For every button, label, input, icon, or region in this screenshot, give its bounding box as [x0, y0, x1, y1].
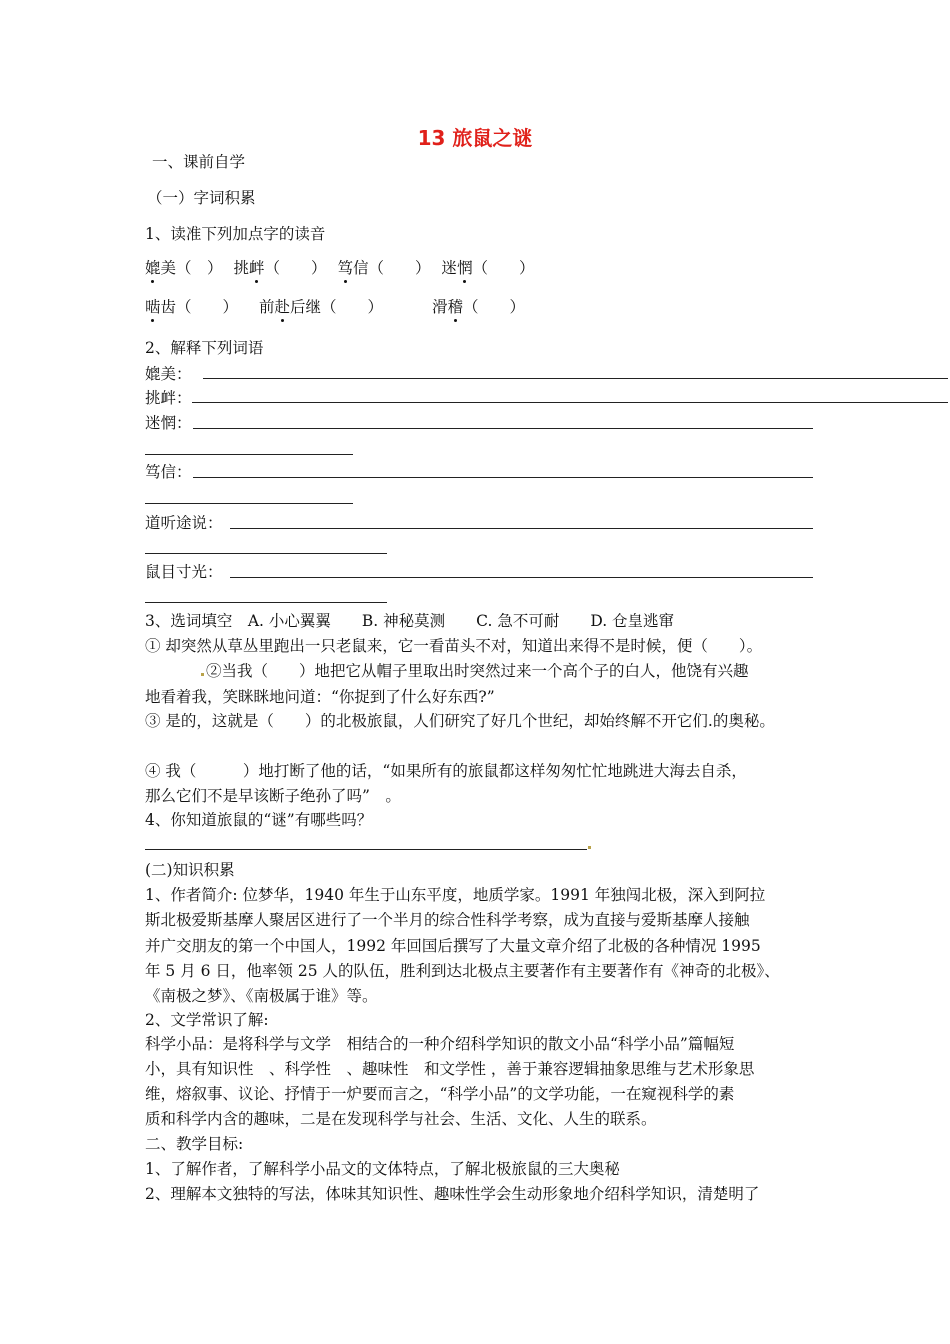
dotted-char: 媲: [145, 259, 161, 277]
answer-line[interactable]: [193, 477, 813, 478]
marker-dot: [588, 846, 591, 849]
answer-line[interactable]: [145, 602, 387, 603]
fill-blank-item: ③ 是的，这就是（ ）的北极旅鼠，人们研究了好几个世纪，却始终解不开它们.的奥秘。: [145, 712, 775, 730]
literary-knowledge-line: 维，熔叙事、议论、抒情于一炉要而言之，“科学小品”的文学功能，一在窥视科学的素: [145, 1085, 735, 1103]
answer-line[interactable]: [230, 577, 813, 578]
q2-heading: 2、解释下列词语: [145, 339, 264, 357]
subsection-heading-knowledge: (二)知识积累: [145, 861, 235, 879]
answer-line[interactable]: [145, 553, 387, 554]
answer-line[interactable]: [230, 528, 813, 529]
marker-dot: [201, 673, 204, 676]
fill-blank-item-cont: 那么它们不是早该断子绝孙了吗” 。: [145, 787, 401, 805]
fill-blank-item: ④ 我（ ）地打断了他的话，“如果所有的旅鼠都这样匆匆忙忙地跳进大海去自杀，: [145, 762, 747, 780]
dotted-char: 惘: [456, 259, 473, 277]
pron-item: 迷惘（ ）: [441, 259, 535, 277]
fill-blank-item: ① 却突然从草丛里跑出一只老鼠来，它一看苗头不对，知道出来得不是时候，便（ ）。: [145, 637, 763, 655]
term-label: 道听途说：: [145, 514, 223, 532]
term-label: 鼠目寸光：: [145, 563, 223, 581]
literary-knowledge-line: 质和科学内含的趣味，二是在发现科学与社会、生活、文化、人生的联系。: [145, 1110, 657, 1128]
literary-knowledge-line: 2、文学常识了解:: [145, 1011, 269, 1029]
term-label: 挑衅：: [145, 389, 192, 407]
answer-line[interactable]: [145, 849, 587, 850]
answer-line[interactable]: [203, 378, 948, 379]
answer-line[interactable]: [192, 402, 948, 403]
pron-item: 前赴后继（ ）: [258, 298, 384, 316]
author-intro-line: 并广交朋友的第一个中国人，1992 年回国后撰写了大量文章介绍了北极的各种情况 1995: [145, 937, 761, 955]
section-heading-goals: 二、教学目标:: [145, 1135, 244, 1153]
pronunciation-row-2: [145, 297, 525, 317]
dotted-char: 赴: [274, 298, 290, 316]
dotted-char: 稽: [447, 298, 463, 316]
subsection-heading-vocabulary: （一）字词积累: [147, 189, 256, 207]
q3-heading: 3、选词填空 A. 小心翼翼 B. 神秘莫测 C. 急不可耐 D. 仓皇逃窜: [145, 612, 675, 630]
answer-line[interactable]: [193, 428, 813, 429]
pron-item: 挑衅（ ）: [233, 259, 327, 277]
literary-knowledge-line: 小，具有知识性 、科学性 、趣味性 和文学性 ，善于兼容逻辑抽象思维与艺术形象思: [145, 1060, 755, 1078]
answer-line[interactable]: [145, 454, 353, 455]
literary-knowledge-line: 科学小品：是将科学与文学 相结合的一种介绍科学知识的散文小品“科学小品”篇幅短: [145, 1035, 735, 1053]
author-intro-line: 1、作者简介: 位梦华，1940 年生于山东平度，地质学家。1991 年独闯北极，深入到阿拉: [145, 886, 766, 904]
q1-heading: 1、读准下列加点字的读音: [145, 225, 326, 243]
section-heading-pre-study: 一、课前自学: [152, 153, 246, 171]
dotted-char: 啮: [145, 298, 161, 316]
answer-line[interactable]: [145, 503, 353, 504]
fill-blank-item: ②当我（ ）地把它从帽子里取出时突然过来一个高个子的白人，他饶有兴趣: [199, 661, 749, 681]
term-label: 媲美：: [145, 365, 192, 383]
page-title: 13 旅鼠之谜: [417, 126, 533, 150]
pron-item: 媲美（ ）: [145, 259, 223, 277]
dotted-char: 笃: [337, 259, 353, 277]
term-label: 笃信：: [145, 463, 192, 481]
author-intro-line: 斯北极爱斯基摩人聚居区进行了一个半月的综合性科学考察，成为直接与爱斯基摩人接触: [145, 911, 750, 929]
pronunciation-row-1: [145, 258, 534, 278]
term-label: 迷惘：: [145, 414, 192, 432]
dotted-char: 衅: [248, 259, 265, 277]
goal-item: 1、了解作者，了解科学小品文的文体特点，了解北极旅鼠的三大奥秘: [145, 1160, 620, 1178]
pron-item: 啮齿（ ）: [145, 298, 239, 316]
fill-blank-item-cont: 地看着我，笑眯眯地问道：“你捉到了什么好东西?”: [145, 688, 495, 706]
pron-item: 笃信（ ）: [337, 259, 431, 277]
goal-item: 2、理解本文独特的写法，体味其知识性、趣味性学会生动形象地介绍科学知识，清楚明了: [145, 1185, 760, 1203]
author-intro-line: 《南极之梦》、《南极属于谁》等。: [145, 987, 378, 1005]
pron-item: 滑稽（ ）: [431, 298, 525, 316]
q4-heading: 4、你知道旅鼠的“谜”有哪些吗？: [145, 811, 373, 829]
author-intro-line: 年 5 月 6 日，他率领 25 人的队伍，胜利到达北极点主要著作有主要著作有《神奇的北极》、: [145, 962, 780, 980]
